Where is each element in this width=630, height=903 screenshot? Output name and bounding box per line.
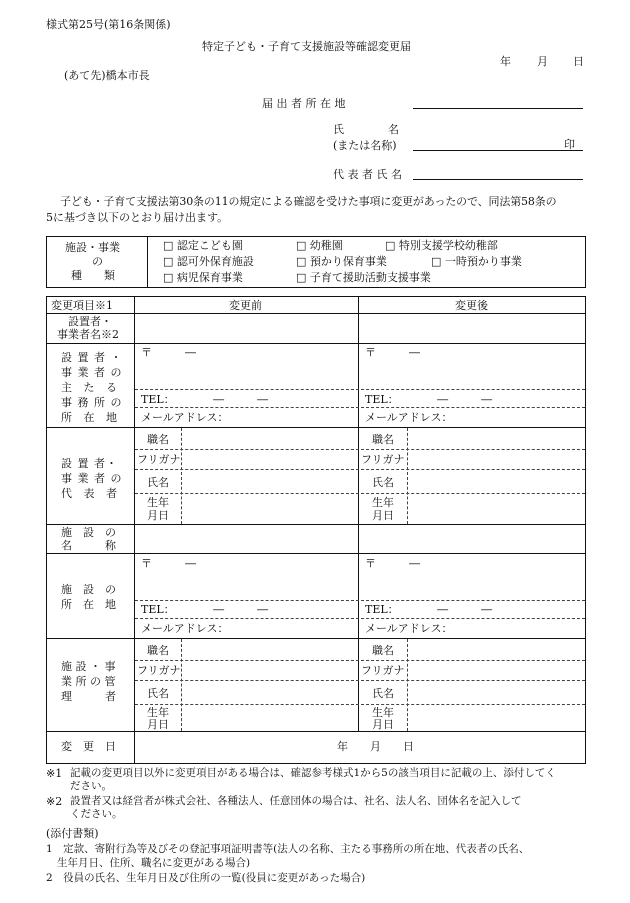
rep-birth-label-before-1: 生年 xyxy=(147,496,169,509)
mgr-name-label-before: 氏名 xyxy=(147,687,169,700)
row-rep-3: 代 表 者 xyxy=(61,487,121,500)
col-divider-item xyxy=(134,297,135,731)
addressee: (あて先)橋本市長 xyxy=(64,69,150,82)
facility-type-label-1: 施設・事業 xyxy=(65,241,120,254)
rep-kana-label-after: フリガナ xyxy=(361,453,405,466)
representative-label: 代 表 者 氏 名 xyxy=(333,168,402,181)
fac-tel-before[interactable]: TEL： ― ― xyxy=(141,603,269,616)
date-year-label: 年 xyxy=(500,55,511,68)
checkbox-ichiji-azukari[interactable]: □ 一時預かり事業 xyxy=(431,255,522,268)
checkbox-ninkagai-hoiku[interactable]: □ 認可外保育施設 xyxy=(163,255,254,268)
mgr-name-label-after: 氏名 xyxy=(372,687,394,700)
row-mgr-2: 業 所 の 管 xyxy=(61,675,116,688)
seal-mark: 印 xyxy=(564,138,575,151)
facility-type-label-3: 種 類 xyxy=(71,269,115,282)
row-office-3: 主 た る xyxy=(61,381,121,394)
mgr-birth-label-before-2: 月日 xyxy=(147,718,169,731)
intro-line-1: 子ども・子育て支援法第30条の11の規定による確認を受けた事項に変更があったので、同法第58条の xyxy=(60,195,557,208)
rep-birth-label-after-2: 月日 xyxy=(372,509,394,522)
change-date-field[interactable]: 年 月 日 xyxy=(337,740,414,753)
note-1-line-2: ださい。 xyxy=(70,780,112,792)
row-fac-addr-1: 施 設 の xyxy=(61,583,116,596)
col-divider-before-after xyxy=(358,297,359,731)
row-setter-name-1: 設置者・ xyxy=(68,315,112,328)
row-rep-1: 設 置 者・ xyxy=(61,457,118,470)
intro-line-2: 5に基づき以下のとおり届け出ます。 xyxy=(46,211,229,224)
fac-postal-after[interactable]: 〒 ― xyxy=(365,557,420,570)
fac-tel-after[interactable]: TEL： ― ― xyxy=(365,603,493,616)
rep-name-label-after: 氏名 xyxy=(372,476,394,489)
form-number: 様式第25号(第16条関係) xyxy=(46,18,171,31)
rep-birth-label-before-2: 月日 xyxy=(147,509,169,522)
office-mail-after[interactable]: メールアドレス： xyxy=(365,411,453,424)
rep-name-label-before: 氏名 xyxy=(147,476,169,489)
rep-birth-label-after-1: 生年 xyxy=(372,496,394,509)
note-2-mark: ※2 xyxy=(46,795,63,808)
applicant-address-field[interactable] xyxy=(413,108,583,109)
applicant-address-label: 届 出 者 所 在 地 xyxy=(262,97,346,110)
row-office-5: 所 在 地 xyxy=(61,411,121,424)
rep-kana-label-before: フリガナ xyxy=(137,453,181,466)
rep-title-label-after: 職名 xyxy=(372,433,394,446)
mgr-birth-label-after-2: 月日 xyxy=(372,718,394,731)
row-mgr-3: 理 者 xyxy=(61,690,116,703)
note-1-line-1: 記載の変更項目以外に変更項目がある場合は、確認参考様式1から5の該当項目に記載の上、添付してく xyxy=(70,767,556,779)
attachment-1-line-2: 生年月日、住所、職名に変更がある場合) xyxy=(57,857,251,869)
change-items-table xyxy=(46,296,586,764)
row-setter-name-2: 事業者名※2 xyxy=(57,328,119,341)
mgr-title-label-before: 職名 xyxy=(147,644,169,657)
page-title: 特定子ども・子育て支援施設等確認変更届 xyxy=(202,40,411,53)
office-tel-before[interactable]: TEL： ― ― xyxy=(141,393,269,406)
mgr-kana-label-before: フリガナ xyxy=(137,664,181,677)
office-postal-after[interactable]: 〒 ― xyxy=(365,346,420,359)
applicant-name-sublabel: (または名称) xyxy=(333,139,397,152)
attachment-1-line-1: 1 定款、寄附行為等及びその登記事項証明書等(法人の名称、主たる事務所の所在地、代表者の氏名、 xyxy=(46,843,530,855)
col-header-item: 変更項目※1 xyxy=(51,299,113,312)
col-header-after: 変更後 xyxy=(455,299,488,312)
note-2-line-2: ください。 xyxy=(70,808,123,820)
rep-title-label-before: 職名 xyxy=(147,433,169,446)
row-office-2: 事 業 者 の xyxy=(61,366,123,379)
checkbox-nintei-kodomoen[interactable]: □ 認定こども園 xyxy=(163,239,243,252)
row-fac-name-2: 名 称 xyxy=(61,539,116,552)
office-postal-before[interactable]: 〒 ― xyxy=(141,346,196,359)
checkbox-kosodate-enjo[interactable]: □ 子育て援助活動支援事業 xyxy=(296,271,431,284)
attachments-heading: (添付書類) xyxy=(46,827,99,840)
row-rep-2: 事 業 者 の xyxy=(61,472,123,485)
checkbox-youchien[interactable]: □ 幼稚園 xyxy=(296,239,343,252)
row-office-4: 事 務 所 の xyxy=(61,396,123,409)
row-mgr-1: 施 設 ・ 事 xyxy=(61,660,116,673)
facility-type-box xyxy=(46,236,586,288)
applicant-name-field[interactable] xyxy=(413,150,583,151)
fac-mail-after[interactable]: メールアドレス： xyxy=(365,622,453,635)
mgr-birth-label-before-1: 生年 xyxy=(147,706,169,719)
representative-field[interactable] xyxy=(413,179,583,180)
office-mail-before[interactable]: メールアドレス： xyxy=(141,411,229,424)
mgr-birth-label-after-1: 生年 xyxy=(372,706,394,719)
fac-postal-before[interactable]: 〒 ― xyxy=(141,557,196,570)
row-change-date-label: 変 更 日 xyxy=(61,740,116,753)
applicant-name-label: 氏 名 xyxy=(333,123,399,136)
col-header-before: 変更前 xyxy=(229,299,262,312)
attachment-2: 2 役員の氏名、生年月日及び住所の一覧(役員に変更があった場合) xyxy=(46,872,366,884)
date-month-label: 月 xyxy=(537,55,548,68)
fac-mail-before[interactable]: メールアドレス： xyxy=(141,622,229,635)
office-tel-after[interactable]: TEL： ― ― xyxy=(365,393,493,406)
note-2-line-1: 設置者又は経営者が株式会社、各種法人、任意団体の場合は、社名、法人名、団体名を記入して xyxy=(70,795,522,807)
facility-type-label-2: の xyxy=(92,255,103,268)
mgr-title-label-after: 職名 xyxy=(372,644,394,657)
date-day-label: 日 xyxy=(573,55,584,68)
row-office-1: 設 置 者 ・ xyxy=(61,351,123,364)
note-1-mark: ※1 xyxy=(46,767,63,780)
mgr-kana-label-after: フリガナ xyxy=(361,664,405,677)
checkbox-azukari-hoiku[interactable]: □ 預かり保育事業 xyxy=(296,255,387,268)
row-fac-addr-2: 所 在 地 xyxy=(61,598,116,611)
checkbox-tokubetsu-shien[interactable]: □ 特別支援学校幼稚部 xyxy=(385,239,498,252)
checkbox-byouji-hoiku[interactable]: □ 病児保育事業 xyxy=(163,271,243,284)
row-fac-name-1: 施 設 の xyxy=(61,526,116,539)
facility-type-label-cell xyxy=(47,237,148,287)
